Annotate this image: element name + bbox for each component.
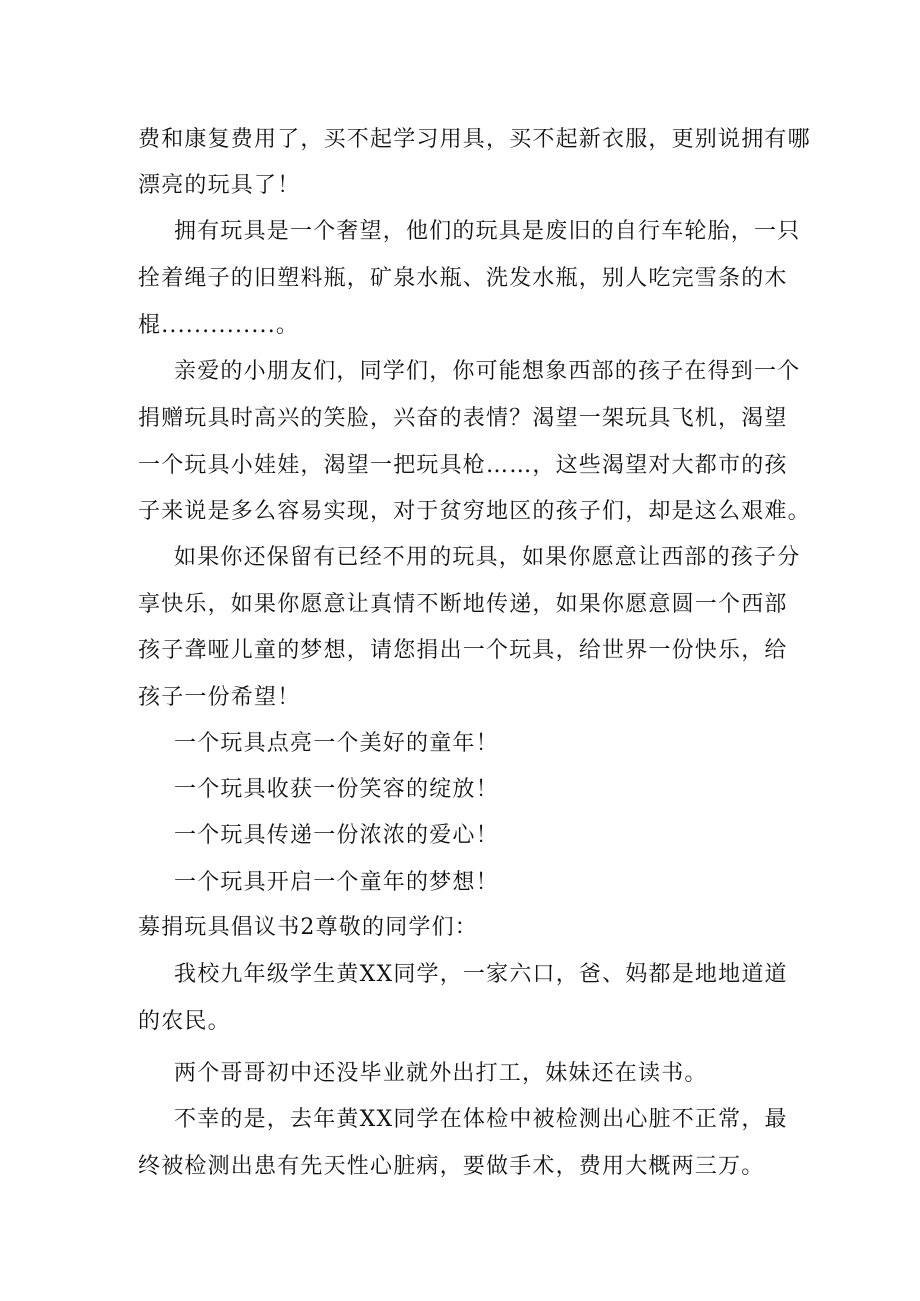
paragraph-start-line: 如果你还保留有已经不用的玩具，如果你愿意让西部的孩子分: [174, 545, 801, 570]
paragraph-start-line: 两个哥哥初中还没毕业就外出打工，妹妹还在读书。: [174, 1061, 708, 1086]
text-line: 捐赠玩具时高兴的笑脸，兴奋的表情？渴望一架玩具飞机，渴望: [138, 406, 788, 431]
paragraph-start-line: 不幸的是，去年黄XX同学在体检中被检测出心脏不正常，最: [174, 1107, 788, 1132]
text-line: 的农民。: [138, 1009, 231, 1034]
slogan-line: 一个玩具收获一份笑容的绽放！: [174, 777, 499, 802]
paragraph-start-line: 我校九年级学生黄XX同学，一家六口，爸、妈都是地地道道: [174, 962, 788, 987]
text-line: 棍..............。: [138, 313, 300, 338]
text-line: 子来说是多么容易实现，对于贫穷地区的孩子们，却是这么艰难。: [138, 499, 811, 524]
text-line: 孩子聋哑儿童的梦想，请您捐出一个玩具，给世界一份快乐，给: [138, 638, 788, 663]
paragraph-start-line: 亲爱的小朋友们，同学们，你可能想象西部的孩子在得到一个: [174, 359, 801, 384]
text-line: 孩子一份希望！: [138, 685, 301, 710]
text-line: 一个玩具小娃娃，渴望一把玩具枪……，这些渴望对大都市的孩: [138, 453, 788, 478]
slogan-line: 一个玩具传递一份浓浓的爱心！: [174, 823, 499, 848]
paragraph-start-line: 拥有玩具是一个奢望，他们的玩具是废旧的自行车轮胎，一只: [174, 219, 801, 244]
slogan-line: 一个玩具点亮一个美好的童年！: [174, 731, 499, 756]
text-line: 享快乐，如果你愿意让真情不断地传递，如果你愿意圆一个西部: [138, 592, 788, 617]
text-line: 拴着绳子的旧塑料瓶，矿泉水瓶、洗发水瓶，别人吃完雪条的木: [138, 266, 788, 291]
text-line: 终被检测出患有先天性心脏病，要做手术，费用大概两三万。: [138, 1154, 765, 1179]
text-line: 费和康复费用了，买不起学习用具，买不起新衣服，更别说拥有哪: [138, 127, 811, 152]
section-heading-line: 募捐玩具倡议书2尊敬的同学们：: [138, 915, 478, 940]
slogan-line: 一个玩具开启一个童年的梦想！: [174, 870, 499, 895]
text-line: 漂亮的玩具了！: [138, 173, 301, 198]
